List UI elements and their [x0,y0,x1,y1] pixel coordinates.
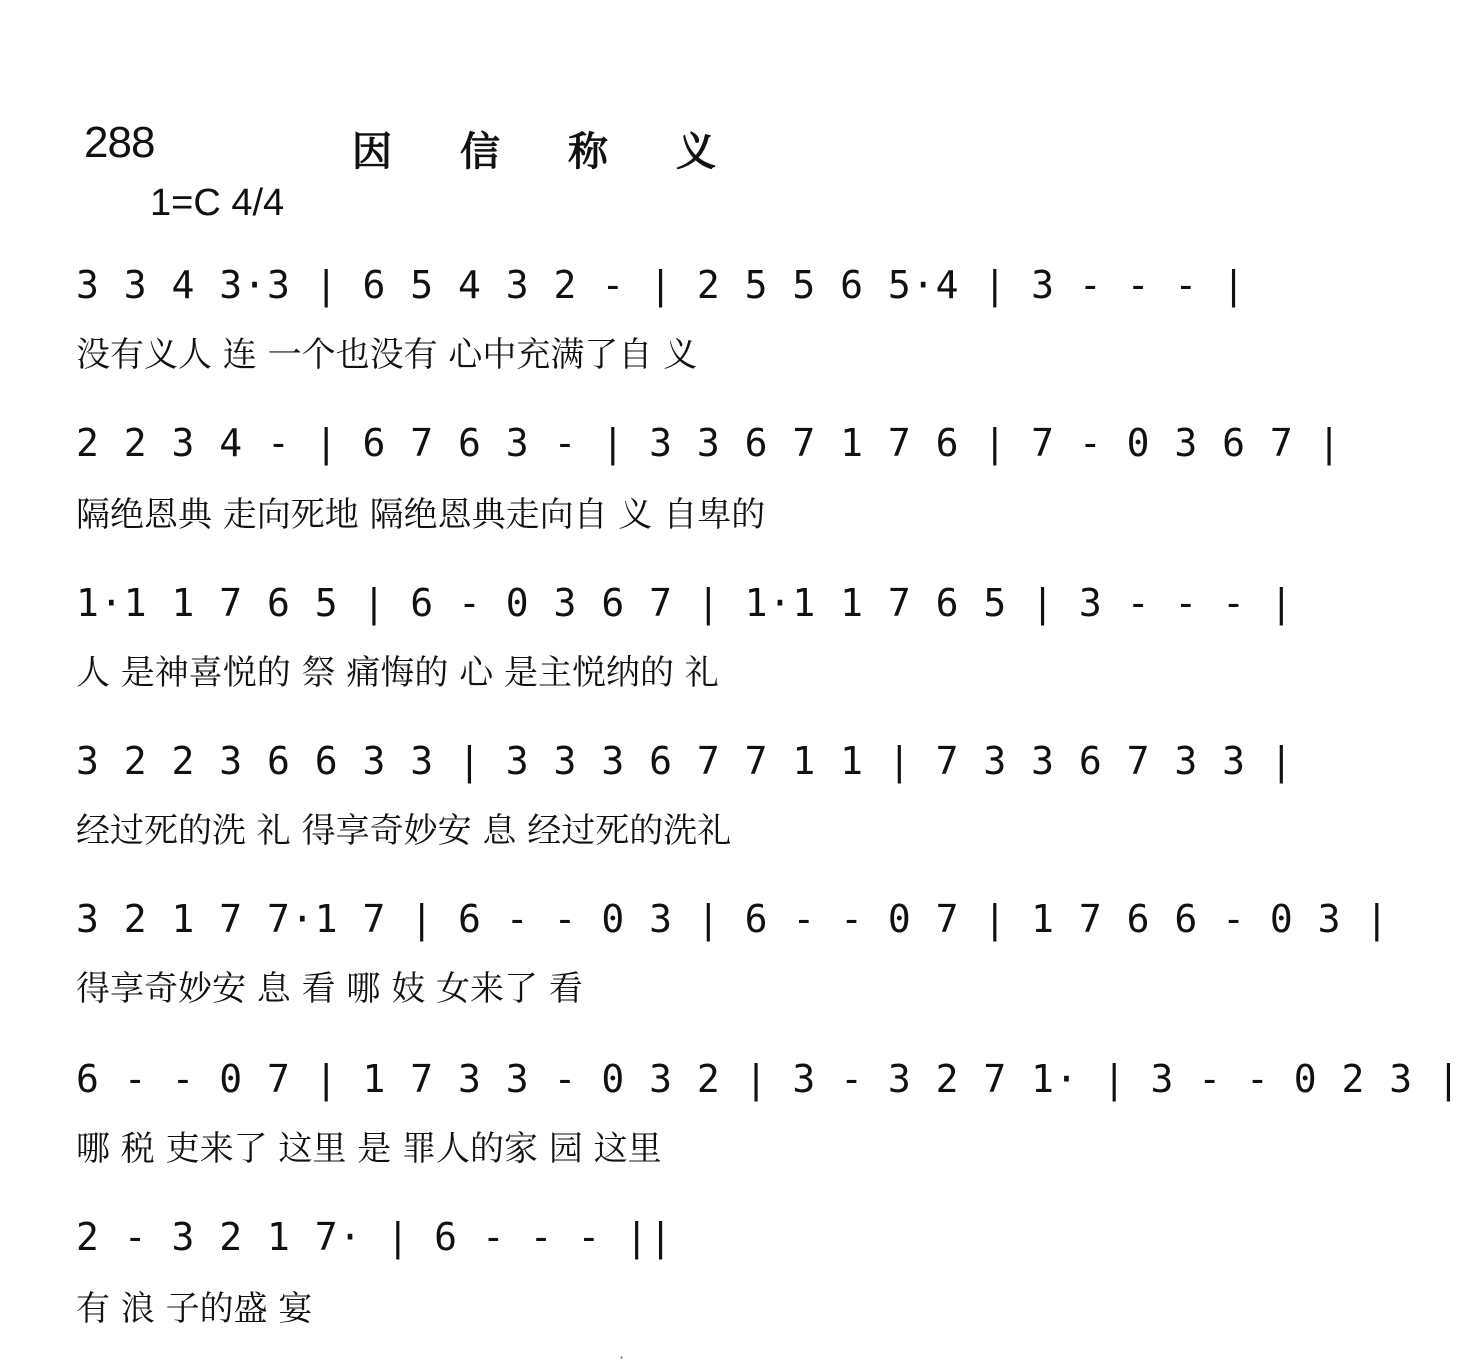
scan-speck: · [619,1348,625,1367]
lyrics-line-4: 经过死的洗 礼 得享奇妙安 息 经过死的洗礼 [76,811,732,851]
hymn-title: 因信称义 [352,129,784,175]
notation-line-6: 6 - - 0 7 | 1 7 3 3 - 0 3 2 | 3 - 3 2 7 1· | 3 - - 0 2 3 | [76,1057,1461,1101]
notation-line-1: 3 3 4 3·3 | 6 5 4 3 2 - | 2 5 5 6 5·4 | 3 - - - | [76,263,1247,307]
key-signature: 1=C 4/4 [150,182,285,224]
notation-line-4: 3 2 2 3 6 6 3 3 | 3 3 3 6 7 7 1 1 | 7 3 3 6 7 3 3 | [76,739,1294,783]
hymn-number: 288 [84,118,155,167]
notation-line-7: 2 - 3 2 1 7· | 6 - - - || [76,1215,673,1259]
lyrics-line-2: 隔绝恩典 走向死地 隔绝恩典走向自 义 自卑的 [76,495,766,535]
lyrics-line-3: 人 是神喜悦的 祭 痛悔的 心 是主悦纳的 礼 [76,653,719,693]
lyrics-line-1: 没有义人 连 一个也没有 心中充满了自 义 [76,335,698,375]
lyrics-line-5: 得享奇妙安 息 看 哪 妓 女来了 看 [76,969,583,1009]
notation-line-5: 3 2 1 7 7·1 7 | 6 - - 0 3 | 6 - - 0 7 | 1 7 6 6 - 0 3 | [76,897,1390,941]
lyrics-line-6: 哪 税 吏来了 这里 是 罪人的家 园 这里 [76,1129,662,1169]
lyrics-line-7: 有 浪 子的盛 宴 [76,1289,313,1329]
notation-line-3: 1·1 1 7 6 5 | 6 - 0 3 6 7 | 1·1 1 7 6 5 | 3 - - - | [76,581,1294,625]
notation-line-2: 2 2 3 4 - | 6 7 6 3 - | 3 3 6 7 1 7 6 | 7 - 0 3 6 7 | [76,421,1342,465]
